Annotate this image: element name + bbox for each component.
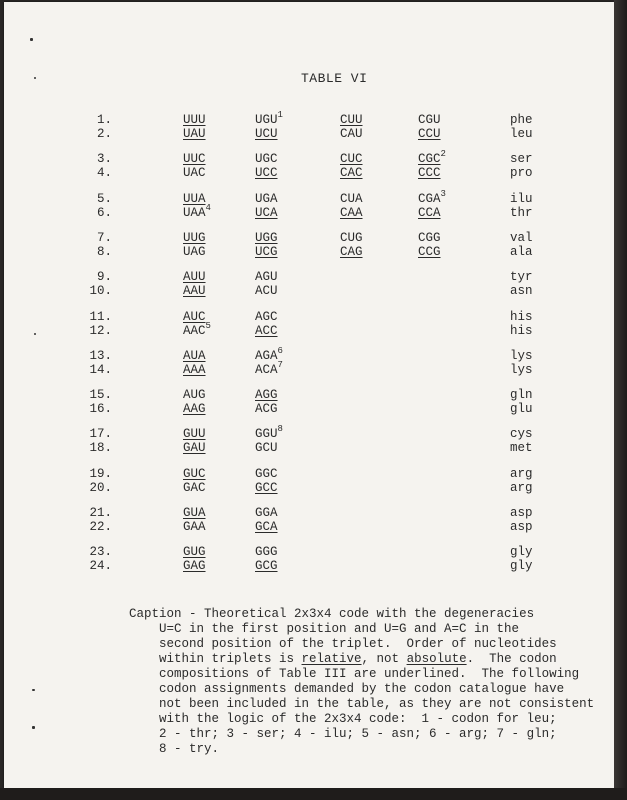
table-row — [4, 506, 604, 520]
amino-acid: arg — [510, 466, 533, 481]
codon-cell: CUA — [340, 191, 363, 206]
codon-cell: UAC — [183, 166, 206, 181]
caption-line: not been included in the table, as they are not consistent — [129, 697, 595, 711]
table-row — [4, 559, 604, 573]
amino-acid: his — [510, 323, 533, 338]
codon-cell: UGC — [255, 152, 278, 167]
row-number: 9. — [96, 270, 112, 285]
codon-cell: UCU — [255, 127, 278, 141]
table-row — [4, 545, 604, 559]
caption-line: U=C in the first position and U=G and A=C in the — [129, 622, 520, 636]
row-number: 8. — [96, 244, 112, 259]
caption-line: 2 - thr; 3 - ser; 4 - ilu; 5 - asn; 6 - arg; 7 - gln; — [129, 727, 557, 741]
table-row — [4, 520, 604, 534]
codon-cell: CCC — [418, 166, 441, 181]
codon-cell: GGA — [255, 506, 278, 520]
row-number: 24. — [89, 559, 112, 574]
footnote-marker: 3 — [440, 188, 446, 199]
codon-cell: GGG — [255, 545, 278, 560]
codon-cell: CGA$^3$ — [418, 188, 446, 206]
table-row — [4, 188, 604, 206]
codon-cell: AUA — [183, 348, 206, 363]
table-row — [4, 481, 604, 495]
page-edge-shadow — [614, 0, 627, 800]
codon-cell: GUA — [183, 506, 206, 520]
table-row — [4, 320, 604, 338]
codon-cell: AAG — [183, 402, 206, 417]
table-row — [4, 127, 604, 141]
row-number: 5. — [96, 191, 112, 206]
footnote-marker: 4 — [205, 202, 211, 213]
codon-cell: AUC — [183, 309, 206, 324]
row-number: 20. — [89, 480, 112, 495]
table-row — [4, 270, 604, 284]
codon-cell: ACG — [255, 402, 278, 417]
codon-cell: CAC — [340, 166, 363, 181]
margin-mark — [30, 38, 33, 41]
codon-cell: UGG — [255, 230, 278, 245]
table-row — [4, 467, 604, 481]
table-row — [4, 424, 604, 442]
codon-cell: GAG — [183, 559, 206, 574]
codon-cell: ACU — [255, 284, 278, 299]
footnote-marker: 5 — [205, 320, 211, 331]
codon-cell: UCG — [255, 244, 278, 259]
codon-cell: GAA — [183, 520, 206, 534]
row-number: 15. — [89, 388, 112, 403]
codon-cell: GCG — [255, 559, 278, 574]
codon-cell: CUG — [340, 230, 363, 245]
codon-cell: ACC — [255, 323, 278, 338]
amino-acid: gln — [510, 388, 533, 403]
caption-line: Caption - Theoretical 2x3x4 code with the degeneracies — [129, 607, 535, 621]
margin-mark — [32, 726, 35, 729]
table-row — [4, 245, 604, 259]
codon-cell: GAC — [183, 480, 206, 495]
amino-acid: asn — [510, 284, 533, 299]
row-number: 10. — [89, 284, 112, 299]
table-row — [4, 359, 604, 377]
table-row — [4, 202, 604, 220]
row-number: 4. — [96, 166, 112, 181]
footnote-marker: 1 — [277, 110, 283, 120]
codon-cell: UAU — [183, 127, 206, 141]
row-number: 21. — [89, 506, 112, 520]
table-caption — [129, 607, 594, 757]
row-number: 23. — [89, 545, 112, 560]
table-title: TABLE VI — [301, 71, 368, 86]
codon-cell: CUC — [340, 152, 363, 167]
amino-acid: ser — [510, 152, 533, 167]
row-number: 22. — [89, 520, 112, 534]
codon-cell: UAA$^4$ — [183, 202, 211, 220]
codon-cell: AGG — [255, 388, 278, 403]
row-number: 6. — [96, 205, 112, 220]
table-row — [4, 231, 604, 245]
margin-mark — [34, 77, 36, 79]
codon-cell: UUU — [183, 113, 206, 127]
codon-cell: CCU — [418, 127, 441, 141]
amino-acid: thr — [510, 205, 533, 220]
amino-acid: phe — [510, 113, 533, 127]
table-row — [4, 166, 604, 180]
codon-cell: CUU — [340, 113, 363, 127]
codon-cell: ACA$^7$ — [255, 359, 283, 377]
amino-acid: leu — [510, 127, 533, 141]
codon-cell: AAU — [183, 284, 206, 299]
footnote-marker: 6 — [277, 345, 283, 356]
footnote-marker: 2 — [440, 149, 446, 160]
row-number: 1. — [96, 113, 112, 127]
codon-cell: UAG — [183, 244, 206, 259]
row-number: 13. — [89, 348, 112, 363]
amino-acid: his — [510, 309, 533, 324]
codon-cell: UGU$^1$ — [255, 110, 283, 127]
amino-acid: lys — [510, 348, 533, 363]
caption-line: 8 - try. — [129, 742, 220, 756]
table-row — [4, 402, 604, 416]
row-number: 19. — [89, 466, 112, 481]
amino-acid: tyr — [510, 270, 533, 285]
caption-line: within triplets is relative, not absolute. The codon — [129, 652, 557, 666]
codon-cell: UGA — [255, 191, 278, 206]
amino-acid: gly — [510, 559, 533, 574]
codon-cell: GUC — [183, 466, 206, 481]
amino-acid: asp — [510, 506, 533, 520]
caption-line: compositions of Table III are underlined. The following — [129, 667, 580, 681]
codon-cell: AAC$^5$ — [183, 320, 211, 338]
table-row — [4, 441, 604, 455]
codon-cell: GCC — [255, 480, 278, 495]
row-number: 2. — [96, 127, 112, 141]
row-number: 11. — [89, 309, 112, 324]
codon-cell: CAA — [340, 205, 363, 220]
row-number: 3. — [96, 152, 112, 167]
footnote-marker: 7 — [277, 359, 283, 370]
codon-cell: CGU — [418, 113, 441, 127]
codon-cell: GUU — [183, 427, 206, 442]
table-row — [4, 345, 604, 363]
row-number: 17. — [89, 427, 112, 442]
row-number: 7. — [96, 230, 112, 245]
table-row — [4, 388, 604, 402]
amino-acid: cys — [510, 427, 533, 442]
row-number: 18. — [89, 441, 112, 456]
codon-cell: CAU — [340, 127, 363, 141]
amino-acid: lys — [510, 362, 533, 377]
codon-cell: CCG — [418, 244, 441, 259]
amino-acid: glu — [510, 402, 533, 417]
table-row — [4, 110, 604, 127]
codon-cell: AUU — [183, 270, 206, 285]
codon-cell: AGC — [255, 309, 278, 324]
codon-cell: GCU — [255, 441, 278, 456]
table-row — [4, 310, 604, 324]
codon-cell: AUG — [183, 388, 206, 403]
margin-mark — [32, 689, 35, 691]
amino-acid: arg — [510, 480, 533, 495]
margin-mark — [34, 333, 36, 335]
codon-cell: AAA — [183, 362, 206, 377]
document-page — [4, 2, 614, 788]
codon-cell: UUG — [183, 230, 206, 245]
row-number: 16. — [89, 402, 112, 417]
codon-cell: CAG — [340, 244, 363, 259]
codon-cell: CGC$^2$ — [418, 149, 446, 167]
row-number: 14. — [89, 362, 112, 377]
caption-line: with the logic of the 2x3x4 code: 1 - codon for leu; — [129, 712, 557, 726]
footnote-marker: 8 — [277, 424, 283, 435]
caption-line: codon assignments demanded by the codon catalogue have — [129, 682, 565, 696]
caption-line: second position of the triplet. Order of nucleotides — [129, 637, 557, 651]
row-number: 12. — [89, 323, 112, 338]
codon-cell: GGC — [255, 466, 278, 481]
codon-cell: UCC — [255, 166, 278, 181]
codon-cell: CCA — [418, 205, 441, 220]
codon-cell: AGU — [255, 270, 278, 285]
codon-cell: GCA — [255, 520, 278, 534]
amino-acid: met — [510, 441, 533, 456]
codon-cell: AGA$^6$ — [255, 345, 283, 363]
page-edge-shadow — [0, 788, 627, 800]
amino-acid: ala — [510, 244, 533, 259]
table-row — [4, 149, 604, 167]
amino-acid: asp — [510, 520, 533, 534]
codon-cell: UCA — [255, 205, 278, 220]
amino-acid: val — [510, 230, 533, 245]
codon-cell: GUG — [183, 545, 206, 560]
codon-cell: CGG — [418, 230, 441, 245]
amino-acid: ilu — [510, 191, 533, 206]
amino-acid: pro — [510, 166, 533, 181]
codon-cell: UUA — [183, 191, 206, 206]
amino-acid: gly — [510, 545, 533, 560]
codon-cell: GGU$^8$ — [255, 424, 283, 442]
codon-cell: UUC — [183, 152, 206, 167]
codon-cell: GAU — [183, 441, 206, 456]
table-row — [4, 284, 604, 298]
